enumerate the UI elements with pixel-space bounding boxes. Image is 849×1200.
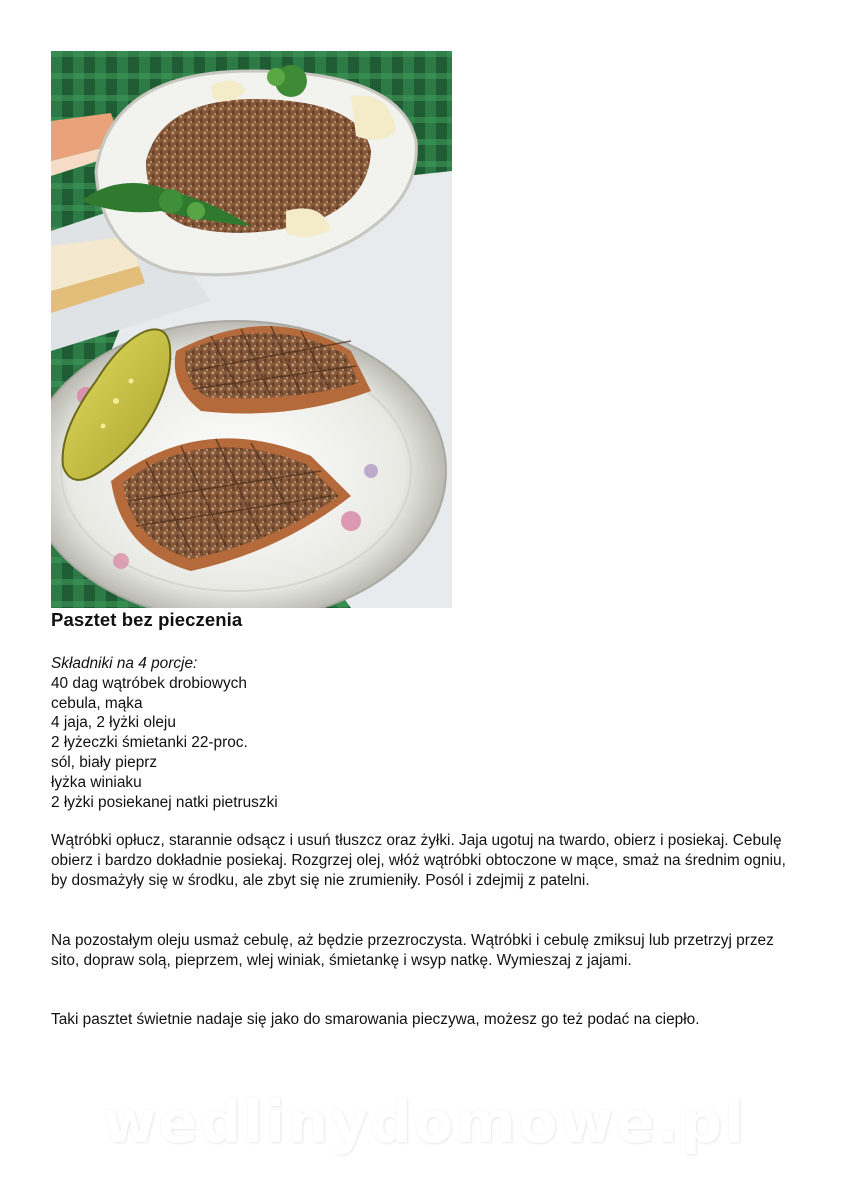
ingredient-item: 2 łyżki posiekanej natki pietruszki — [51, 793, 278, 811]
ingredient-item: 40 dag wątróbek drobiowych — [51, 674, 247, 692]
ingredients-list — [51, 654, 771, 812]
instructions-paragraph-1: Wątróbki opłucz, starannie odsącz i usuń tłuszcz oraz żyłki. Jaja ugotuj na twardo, obierz i posiekaj. Cebulę obierz i bardzo dokładnie posiekaj. Rozgrzej olej, włóż wątróbki obtoczone w mące, smaż na średnim ogniu, by dosmażyły się w środku, ale zbyt się nie zrumieniły. Posól i zdejmij z patelni. — [51, 832, 786, 889]
ingredient-item: cebula, mąka — [51, 694, 143, 712]
recipe-photo — [51, 51, 452, 608]
serving-note-paragraph: Taki pasztet świetnie nadaje się jako do smarowania pieczywa, możesz go też podać na ciepło. — [51, 1011, 700, 1028]
ingredient-item: 2 łyżeczki śmietanki 22-proc. — [51, 734, 248, 752]
site-watermark: wedlinydomowe.pl — [102, 1088, 747, 1156]
ingredient-item: 4 jaja, 2 łyżki oleju — [51, 714, 176, 732]
ingredients-heading: Składniki na 4 porcje: — [51, 655, 198, 672]
ingredient-item: łyżka winiaku — [51, 773, 142, 791]
instructions-paragraph-2: Na pozostałym oleju usmaż cebulę, aż będzie przezroczysta. Wątróbki i cebulę zmiksuj lub przetrzyj przez sito, dopraw solą, pieprzem, wlej winiak, śmietankę i wsyp natkę. Wymieszaj z jajami. — [51, 932, 774, 969]
pate-dish-illustration — [51, 51, 452, 608]
recipe-title: Pasztet bez pieczenia — [51, 609, 243, 630]
ingredient-item: sól, biały pieprz — [51, 753, 158, 771]
